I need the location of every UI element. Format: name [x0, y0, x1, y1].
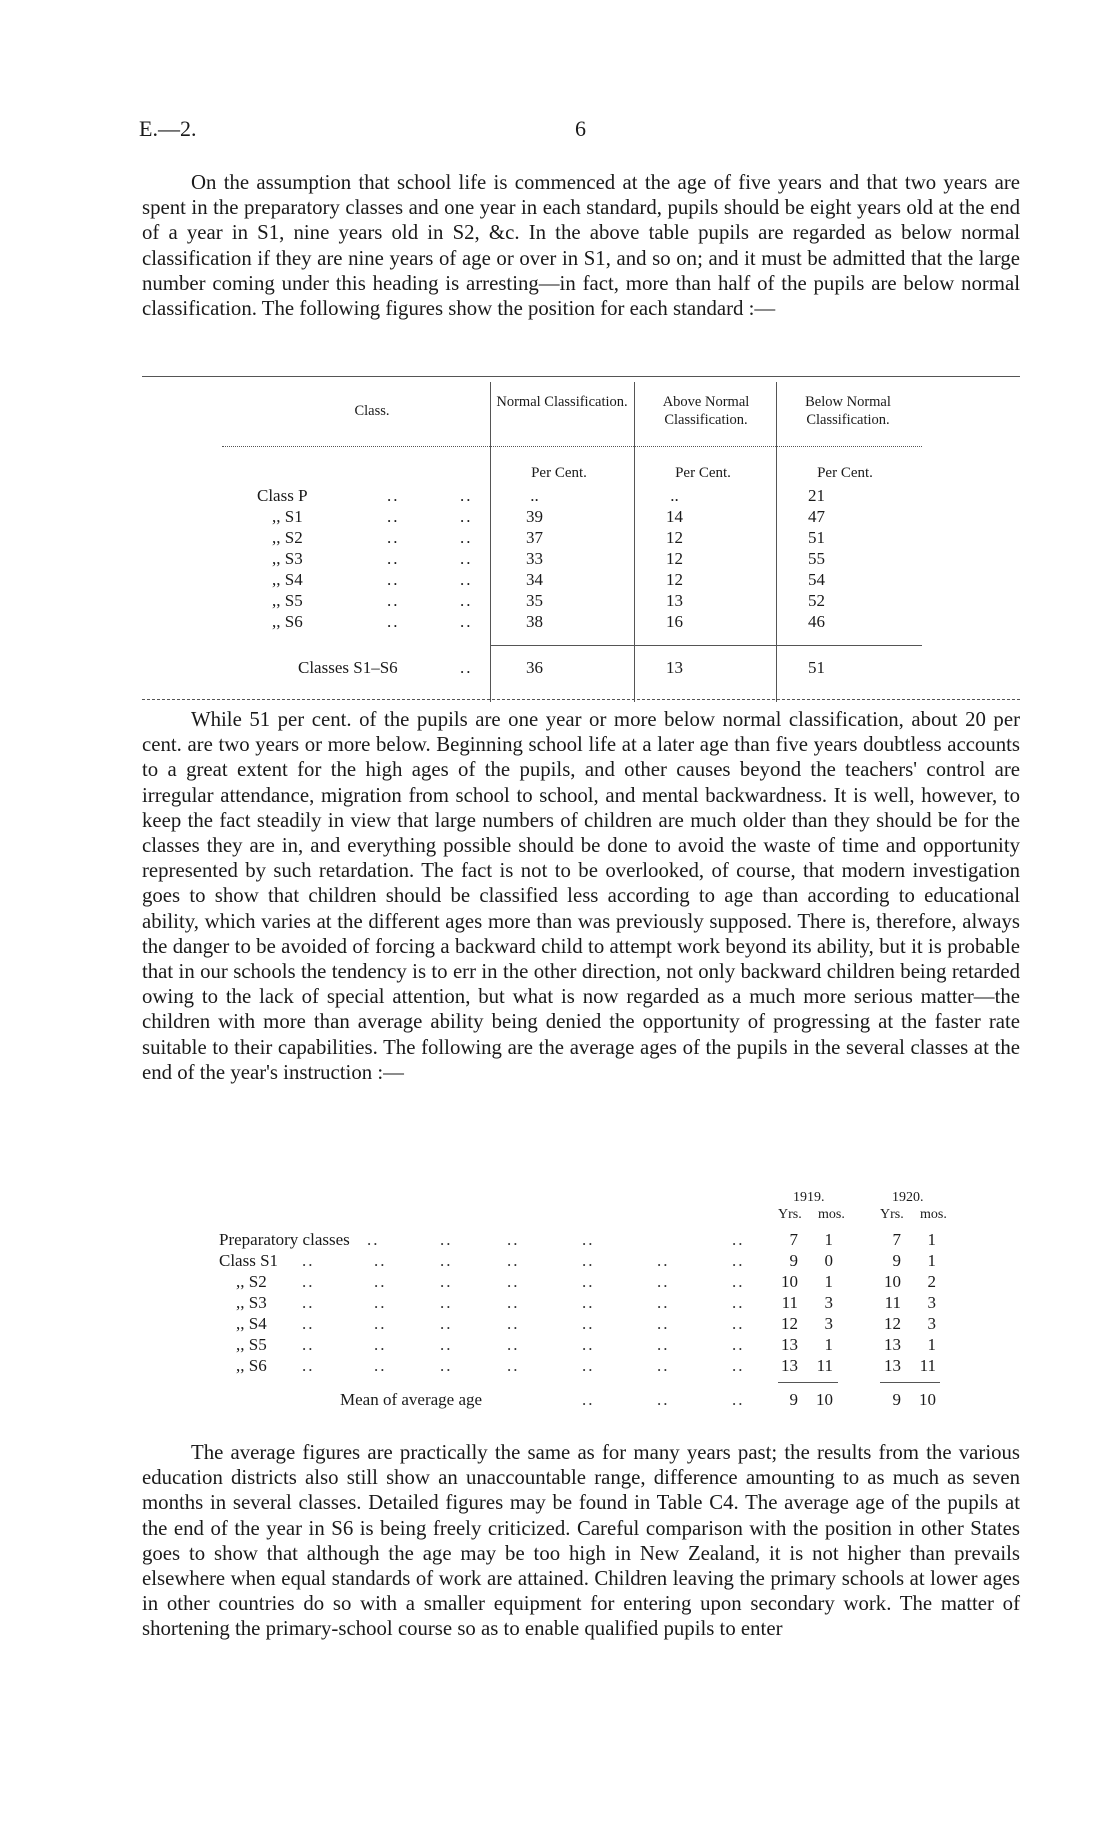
row-label: ,, S1	[272, 507, 303, 526]
year-1920: 1920.	[892, 1190, 924, 1205]
cell-normal: 39	[526, 507, 543, 526]
leader-dots: ..	[657, 1390, 670, 1409]
sum-rule-1919	[778, 1382, 838, 1383]
row-label: Preparatory classes	[219, 1230, 350, 1249]
leader-dots: ..	[732, 1390, 745, 1409]
mos-1920: 1	[927, 1251, 936, 1270]
leader-dots: ..	[582, 1230, 595, 1249]
unit-mos: mos.	[818, 1207, 845, 1222]
leader-dots: ..	[582, 1251, 595, 1270]
leader-dots: ..	[302, 1251, 315, 1270]
leader-dots: ..	[507, 1251, 520, 1270]
yrs-1919: 10	[781, 1272, 798, 1291]
mos-1919: 1	[824, 1230, 833, 1249]
leader-dots: ..	[657, 1293, 670, 1312]
leader-dots: ..	[582, 1390, 595, 1409]
leader-dots: ..	[657, 1356, 670, 1375]
row-label: ,, S2	[272, 528, 303, 547]
leader-dots: ..	[302, 1335, 315, 1354]
average-age-table	[142, 1190, 1020, 1420]
leader-dots: ..	[387, 486, 400, 505]
leader-dots: ..	[387, 570, 400, 589]
leader-dots: ..	[374, 1272, 387, 1291]
mean-label: Mean of average age	[340, 1390, 483, 1409]
yrs-1919: 13	[781, 1335, 798, 1354]
leader-dots: ..	[387, 549, 400, 568]
mean-yrs-1920: 9	[892, 1390, 901, 1409]
leader-dots: ..	[657, 1335, 670, 1354]
leader-dots: ..	[732, 1314, 745, 1333]
table-row	[142, 1356, 1020, 1377]
unit-yrs: Yrs.	[778, 1207, 802, 1222]
leader-dots: ..	[374, 1356, 387, 1375]
row-label: ,, S3	[272, 549, 303, 568]
leader-dots: ..	[440, 1335, 453, 1354]
total-rule	[490, 645, 922, 646]
table-bottom-rule	[142, 699, 1020, 700]
leader-dots: ..	[582, 1356, 595, 1375]
paragraph-average-figures: The average figures are practically the same as for many years past; the results from the various education districts also still show an unaccountable range, difference amounting to as much as seven months in several classes. Detailed figures may be found in Table C4. The average age of the pupils at the end of the year in S6 is being freely criticized. Careful comparison with the position in other States goes to show that although the age may be too high in New Zealand, it is not higher than prevails elsewhere when equal standards of work are attained. Children leaving the primary schools at lower ages in other countries do so with a smaller equipment for entering upon secondary work. The matter of shortening the primary-school course so as to enable qualified pupils to enter	[142, 1441, 1020, 1641]
leader-dots: ..	[374, 1293, 387, 1312]
leader-dots: ..	[507, 1335, 520, 1354]
leader-dots: ..	[657, 1272, 670, 1291]
cell-above: 12	[666, 570, 683, 589]
row-label: ,, S5	[236, 1335, 267, 1354]
page-number: 6	[575, 116, 586, 141]
yrs-1919: 7	[789, 1230, 798, 1249]
mos-1919: 11	[816, 1356, 833, 1375]
leader-dots: ..	[374, 1335, 387, 1354]
mos-1919: 0	[824, 1251, 833, 1270]
leader-dots: ..	[387, 591, 400, 610]
row-label: ,, S4	[236, 1314, 267, 1333]
yrs-1920: 12	[884, 1314, 901, 1333]
leader-dots: ..	[582, 1335, 595, 1354]
leader-dots: ..	[460, 612, 473, 631]
table-row	[142, 591, 1020, 612]
header-class: Class.	[354, 403, 390, 419]
leader-dots: ..	[440, 1293, 453, 1312]
total-below: 51	[808, 658, 825, 677]
leader-dots: ..	[507, 1293, 520, 1312]
leader-dots: ..	[732, 1251, 745, 1270]
leader-dots: ..	[582, 1314, 595, 1333]
unit-label: Per Cent.	[817, 465, 873, 481]
leader-dots: ..	[302, 1314, 315, 1333]
row-label: ,, S6	[236, 1356, 267, 1375]
unit-mos: mos.	[920, 1207, 947, 1222]
cell-above: 13	[666, 591, 683, 610]
leader-dots: ..	[732, 1272, 745, 1291]
leader-dots: ..	[657, 1314, 670, 1333]
sum-rule-1920	[880, 1382, 940, 1383]
leader-dots: ..	[507, 1272, 520, 1291]
cell-normal: 38	[526, 612, 543, 631]
header-below: Below Normal Classification.	[805, 394, 891, 428]
leader-dots: ..	[507, 1230, 520, 1249]
mos-1920: 3	[927, 1293, 936, 1312]
leader-dots: ..	[374, 1251, 387, 1270]
unit-label: Per Cent.	[531, 465, 587, 481]
cell-above: 14	[666, 507, 683, 526]
leader-dots: ..	[440, 1356, 453, 1375]
mean-mos-1919: 10	[816, 1390, 833, 1409]
classification-table	[142, 376, 1020, 701]
table-row	[142, 528, 1020, 549]
table-top-rule	[142, 376, 1020, 377]
yrs-1920: 9	[892, 1251, 901, 1270]
mean-yrs-1919: 9	[789, 1390, 798, 1409]
table-row	[142, 1293, 1020, 1314]
cell-above: 12	[666, 528, 683, 547]
table-row	[142, 549, 1020, 570]
leader-dots: ..	[302, 1356, 315, 1375]
total-above: 13	[666, 658, 683, 677]
yrs-1920: 13	[884, 1335, 901, 1354]
leader-dots: ..	[732, 1356, 745, 1375]
year-1919: 1919.	[793, 1190, 825, 1205]
leader-dots: ..	[507, 1314, 520, 1333]
leader-dots: ..	[387, 612, 400, 631]
cell-normal: 37	[526, 528, 543, 547]
leader-dots: ..	[440, 1314, 453, 1333]
cell-normal: ..	[530, 486, 539, 505]
header-rule	[222, 446, 922, 447]
leader-dots: ..	[732, 1335, 745, 1354]
yrs-1919: 11	[781, 1293, 798, 1312]
header-above: Above Normal Classification.	[662, 394, 750, 428]
cell-below: 47	[808, 507, 825, 526]
yrs-1920: 10	[884, 1272, 901, 1291]
table-row	[142, 486, 1020, 507]
row-label: Class P	[257, 486, 308, 505]
leader-dots: ..	[440, 1251, 453, 1270]
table-row	[142, 570, 1020, 591]
cell-below: 21	[808, 486, 825, 505]
cell-normal: 35	[526, 591, 543, 610]
table-row	[142, 1272, 1020, 1293]
mos-1920: 11	[919, 1356, 936, 1375]
cell-below: 55	[808, 549, 825, 568]
row-label: ,, S6	[272, 612, 303, 631]
leader-dots: ..	[582, 1272, 595, 1291]
paragraph-intro: On the assumption that school life is commenced at the age of five years and that two years are spent in the preparatory classes and one year in each standard, pupils should be eight years old at the end of a year in S1, nine years old in S2, &c. In the above table pupils are regarded as below normal classification if they are nine years of age or over in S1, and so on; and it must be admitted that the large number coming under this heading is arresting—in fact, more than half of the pupils are below normal classification. The following figures show the position for each standard :—	[142, 171, 1020, 321]
header-normal: Normal Classification.	[496, 394, 628, 410]
leader-dots: ..	[460, 549, 473, 568]
unit-yrs: Yrs.	[880, 1207, 904, 1222]
cell-above: 12	[666, 549, 683, 568]
yrs-1920: 13	[884, 1356, 901, 1375]
leader-dots: ..	[374, 1314, 387, 1333]
paragraph-retardation: While 51 per cent. of the pupils are one year or more below normal classification, about 20 per cent. are two years or more below. Beginning school life at a later age than five years doubtless accounts to a great extent for the high ages of the pupils, and other causes beyond the teachers' control are irregular attendance, migration from school to school, and mental backwardness. It is well, however, to keep the fact steadily in view that large numbers of children are much older than they should be for the classes they are in, and everything possible should be done to avoid the waste of time and opportunity represented by such retardation. The fact is not to be overlooked, of course, that modern investigation goes to show that children should be classified less according to age than according to educational ability, which varies at the different ages more than was previously supposed. There is, therefore, always the danger to be avoided of forcing a backward child to attempt work beyond its ability, but it is probable that in our schools the tendency is to err in the other direction, not only backward children being retarded owing to the lack of special attention, but what is now regarded as a much more serious matter—the children with more than average ability being denied the opportunity of progressing at the faster rate suitable to their capabilities. The following are the average ages of the pupils in the several classes at the end of the year's instruction :—	[142, 708, 1020, 1084]
mos-1920: 1	[927, 1230, 936, 1249]
mos-1920: 1	[927, 1335, 936, 1354]
leader-dots: ..	[387, 507, 400, 526]
yrs-1919: 13	[781, 1356, 798, 1375]
total-label: Classes S1–S6	[298, 658, 398, 677]
leader-dots: ..	[582, 1293, 595, 1312]
table-row	[142, 1230, 1020, 1251]
mean-row	[142, 1390, 1020, 1411]
leader-dots: ..	[657, 1251, 670, 1270]
leader-dots: ..	[387, 528, 400, 547]
mos-1919: 3	[824, 1314, 833, 1333]
mean-mos-1920: 10	[919, 1390, 936, 1409]
leader-dots: ..	[302, 1293, 315, 1312]
yrs-1920: 7	[892, 1230, 901, 1249]
yrs-1919: 9	[789, 1251, 798, 1270]
table-row	[142, 1251, 1020, 1272]
leader-dots: ..	[507, 1356, 520, 1375]
cell-below: 46	[808, 612, 825, 631]
mos-1920: 3	[927, 1314, 936, 1333]
leader-dots: ..	[460, 507, 473, 526]
row-label: ,, S5	[272, 591, 303, 610]
mos-1919: 3	[824, 1293, 833, 1312]
cell-normal: 33	[526, 549, 543, 568]
cell-below: 54	[808, 570, 825, 589]
leader-dots: ..	[302, 1272, 315, 1291]
leader-dots: ..	[440, 1272, 453, 1291]
row-label: ,, S4	[272, 570, 303, 589]
yrs-1919: 12	[781, 1314, 798, 1333]
total-row	[142, 658, 1020, 680]
leader-dots: ..	[460, 528, 473, 547]
page-header-ref: E.—2.	[139, 116, 197, 141]
table-row	[142, 507, 1020, 528]
leader-dots: ..	[460, 570, 473, 589]
mos-1919: 1	[824, 1272, 833, 1291]
table-row	[142, 612, 1020, 633]
cell-normal: 34	[526, 570, 543, 589]
leader-dots: ..	[440, 1230, 453, 1249]
leader-dots: ..	[732, 1230, 745, 1249]
cell-below: 51	[808, 528, 825, 547]
total-normal: 36	[526, 658, 543, 677]
yrs-1920: 11	[884, 1293, 901, 1312]
leader-dots: ..	[367, 1230, 380, 1249]
leader-dots: ..	[460, 486, 473, 505]
leader-dots: ..	[460, 658, 473, 677]
mos-1919: 1	[824, 1335, 833, 1354]
row-label: ,, S2	[236, 1272, 267, 1291]
table-row	[142, 1335, 1020, 1356]
leader-dots: ..	[460, 591, 473, 610]
cell-above: ..	[670, 486, 679, 505]
leader-dots: ..	[732, 1293, 745, 1312]
row-label: ,, S3	[236, 1293, 267, 1312]
row-label: Class S1	[219, 1251, 279, 1270]
mos-1920: 2	[927, 1272, 936, 1291]
unit-label: Per Cent.	[675, 465, 731, 481]
cell-above: 16	[666, 612, 683, 631]
cell-below: 52	[808, 591, 825, 610]
table-row	[142, 1314, 1020, 1335]
